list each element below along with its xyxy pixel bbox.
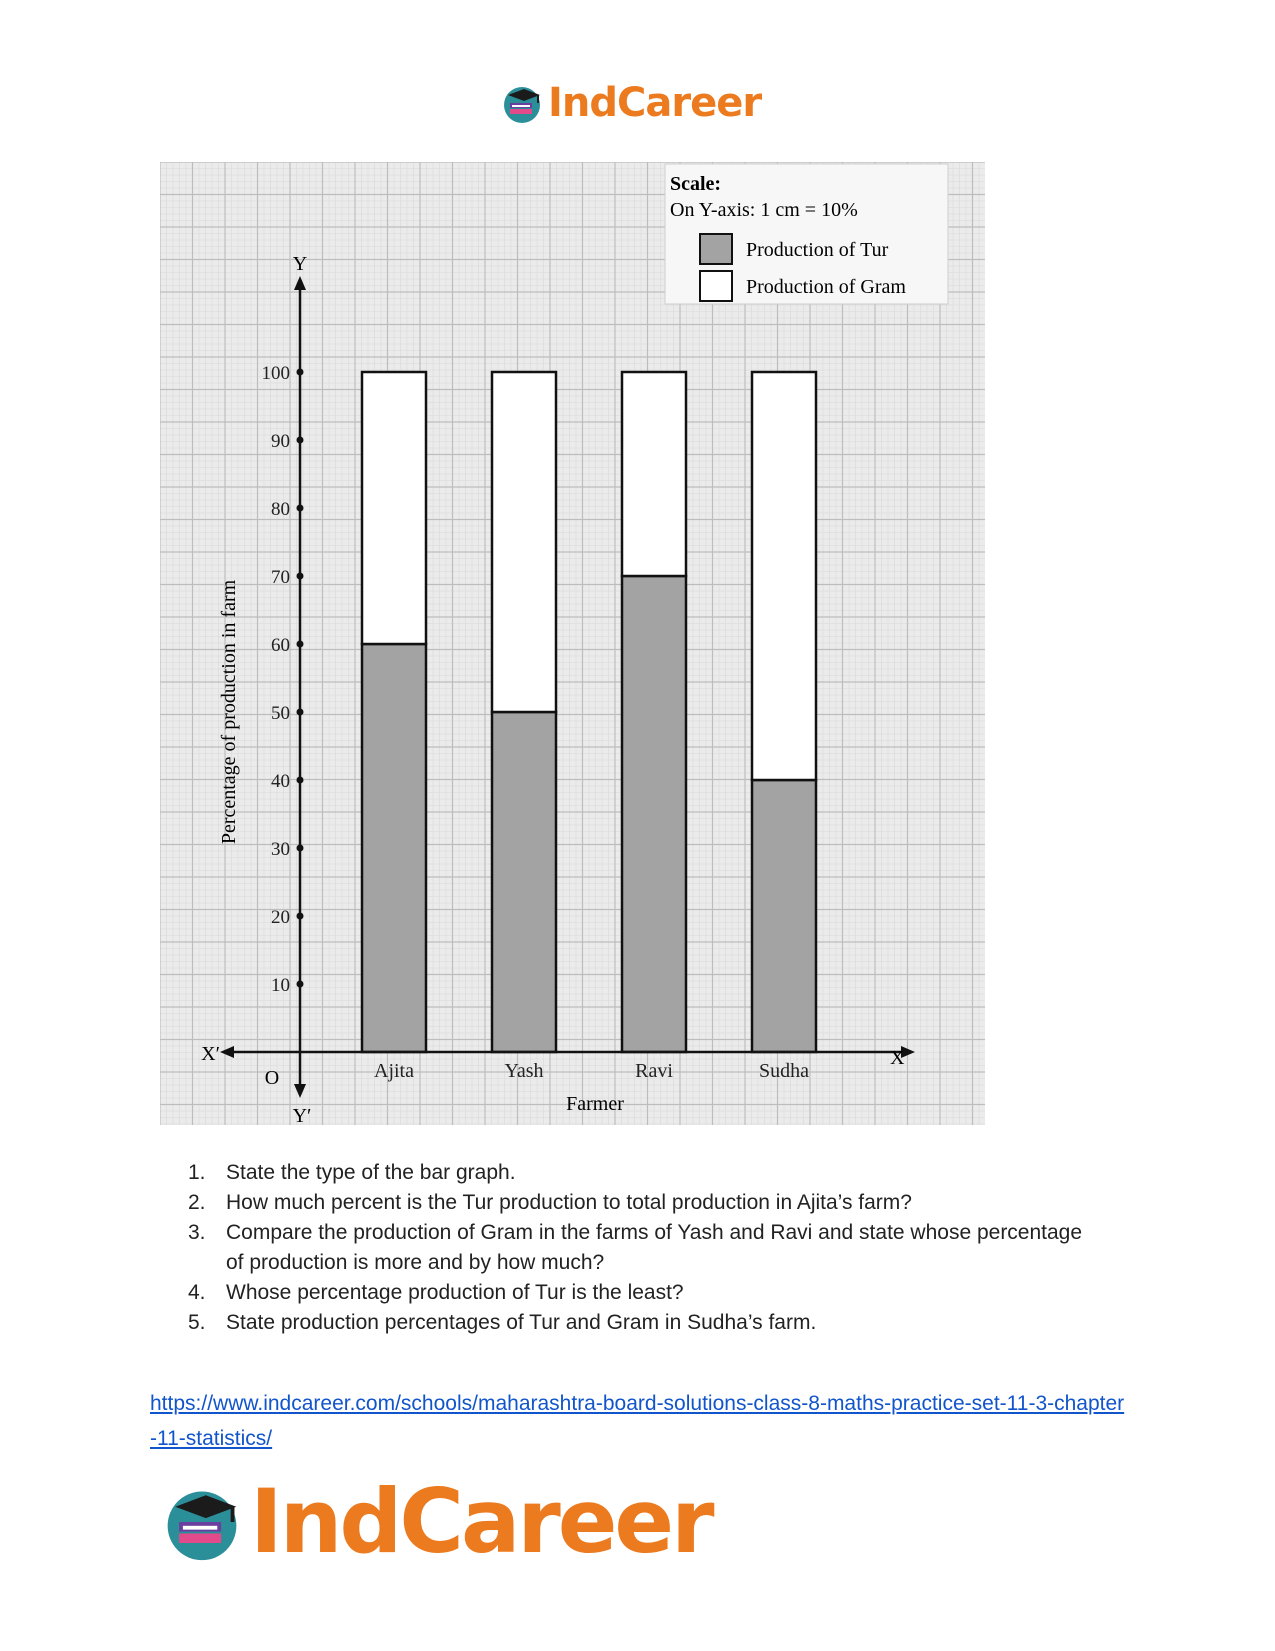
question-list [188,1158,1088,1338]
brand-name: IndCareer [250,1470,712,1573]
legend-label-gram: Production of Gram [746,276,906,298]
y-tick-label: 30 [271,839,290,860]
legend-swatch-tur [700,234,732,264]
bar-segment-yash [492,372,556,712]
list-item: 5. State production percentages of Tur and Gram in Sudha’s farm. [188,1311,817,1334]
y-tick-mark [297,641,304,648]
x-axis-title: Farmer [566,1093,624,1115]
y-tick-mark [297,709,304,716]
y-tick-mark [297,845,304,852]
scale-title: Scale: [670,173,722,195]
chart-canvas [160,162,985,1125]
origin-label: O [264,1067,280,1089]
scale-text: On Y-axis: 1 cm = 10% [670,199,858,221]
graduation-book-icon [500,81,544,125]
list-item: 1. State the type of the bar graph. [188,1161,516,1184]
bar-segment-sudha [752,372,816,780]
y-tick-mark [297,777,304,784]
list-item: 2. How much percent is the Tur production to total production in Ajita’s farm? [188,1191,912,1214]
x-tick-label: Ajita [374,1060,414,1082]
list-item: 3. Compare the production of Gram in the farms of Yash and Ravi and state whose percentage of production is more and by how much? [188,1221,1083,1274]
y-tick-label: 60 [271,635,290,656]
brand-logo-top [500,80,761,126]
x-neg-axis-name: X′ [201,1043,220,1065]
y-tick-mark [297,505,304,512]
y-neg-axis-name: Y′ [292,1105,312,1125]
brand-name: IndCareer [548,80,762,126]
graduation-book-icon [160,1480,244,1564]
brand-logo-bottom [160,1470,712,1573]
bar-segment-ajita [362,372,426,644]
y-tick-mark [297,369,304,376]
y-tick-label: 20 [271,907,290,928]
legend-label-tur: Production of Tur [746,239,889,261]
x-tick-label: Sudha [759,1060,809,1082]
bar-segment-yash [492,712,556,1052]
y-tick-label: 100 [261,363,290,384]
list-item: 4. Whose percentage production of Tur is the least? [188,1281,684,1304]
y-tick-label: 70 [271,567,290,588]
legend-swatch-gram [700,271,732,301]
y-tick-label: 80 [271,499,290,520]
y-tick-mark [297,437,304,444]
legend [665,164,948,304]
bar-segment-ravi [622,372,686,576]
y-tick-label: 10 [271,975,290,996]
source-link[interactable]: https://www.indcareer.com/schools/maharashtra-board-solutions-class-8-maths-practice-set-11-3-chapter-11-statistics/ [150,1392,1125,1450]
stacked-bar-chart [160,162,985,1125]
y-tick-label: 90 [271,431,290,452]
y-tick-mark [297,913,304,920]
bar-segment-ajita [362,644,426,1052]
x-tick-label: Ravi [635,1060,673,1082]
y-tick-label: 40 [271,771,290,792]
y-axis-title: Percentage of production in farm [218,579,240,845]
x-tick-label: Yash [504,1060,544,1082]
bar-segment-sudha [752,780,816,1052]
y-tick-mark [297,573,304,580]
y-axis-name: Y [292,253,308,275]
y-tick-mark [297,981,304,988]
bar-segment-ravi [622,576,686,1052]
x-axis-name: X [890,1047,905,1069]
y-tick-label: 50 [271,703,290,724]
